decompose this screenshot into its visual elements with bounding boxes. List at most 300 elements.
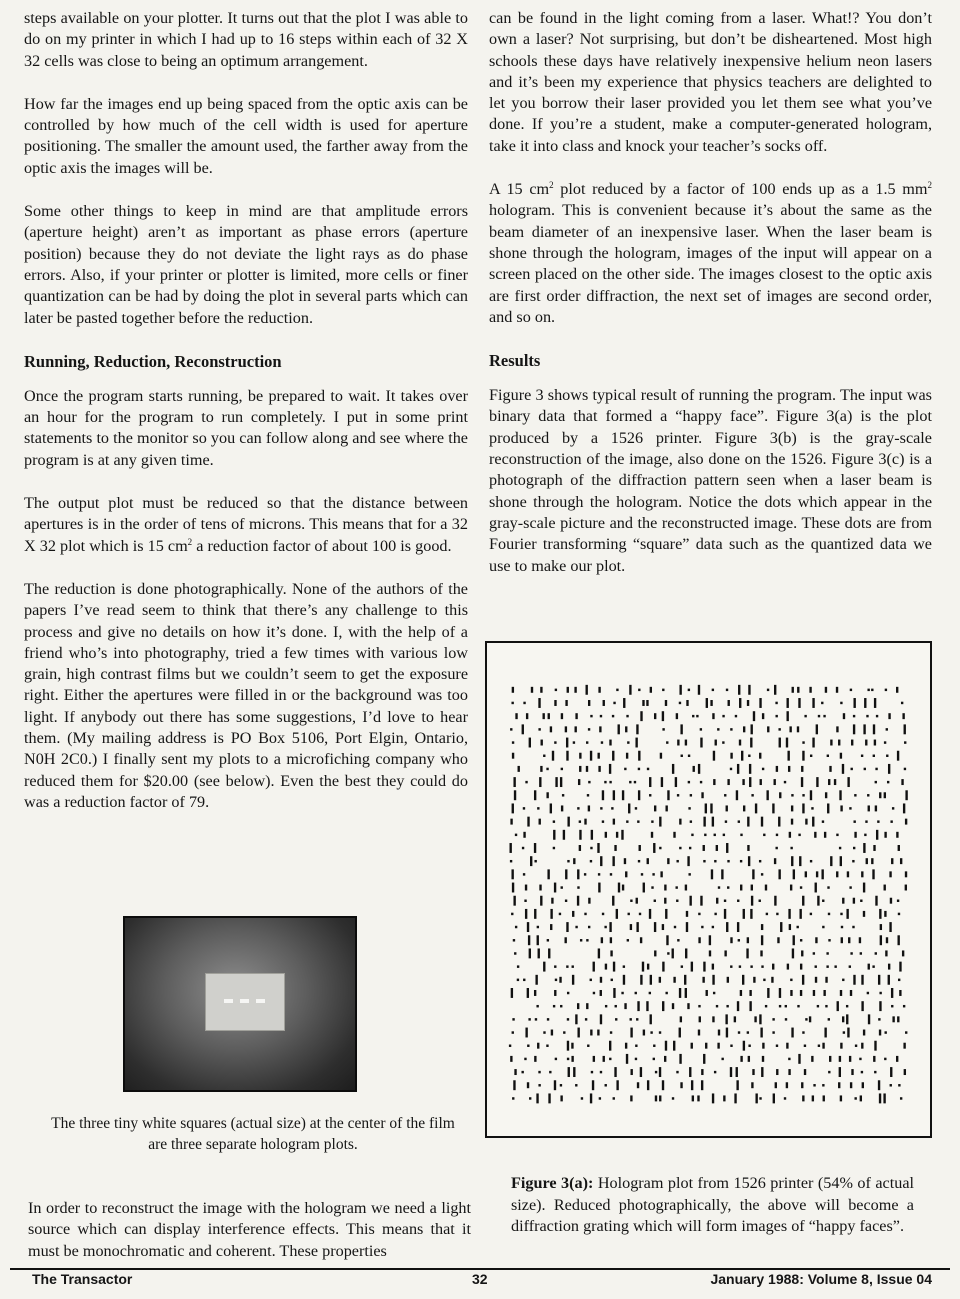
aperture-mark: [515, 834, 517, 836]
aperture-mark: [888, 975, 890, 985]
aperture-mark: [646, 700, 648, 706]
aperture-mark: [864, 698, 866, 708]
aperture-mark: [566, 738, 568, 748]
aperture-mark: [565, 937, 567, 943]
aperture-mark: [566, 965, 568, 967]
aperture-mark: [553, 830, 555, 840]
aperture-mark: [802, 975, 804, 985]
aperture-mark: [712, 817, 714, 827]
aperture-mark: [860, 952, 862, 954]
aperture-mark: [701, 792, 703, 798]
aperture-mark: [593, 992, 595, 994]
aperture-mark: [609, 764, 611, 774]
aperture-mark: [554, 883, 556, 893]
aperture-mark: [905, 1031, 907, 1033]
aperture-mark: [821, 702, 823, 704]
aperture-mark: [591, 1071, 593, 1073]
aperture-mark: [812, 698, 814, 708]
aperture-mark: [787, 751, 789, 761]
left-column: [24, 8, 468, 835]
aperture-mark: [793, 869, 795, 879]
aperture-mark: [840, 856, 842, 866]
aperture-mark: [703, 962, 705, 972]
aperture-mark: [587, 794, 589, 796]
aperture-mark: [524, 1058, 526, 1060]
aperture-mark: [540, 896, 542, 906]
left-paragraph-1: steps available on your plotter. It turns out that the plot I was able to do on my printer in which I had up to 16 steps within each of 32 X 32 cells was close to being an optimum arrangement.: [24, 9, 468, 70]
aperture-mark: [730, 753, 732, 759]
aperture-mark: [825, 1005, 827, 1007]
aperture-mark: [643, 883, 645, 893]
aperture-mark: [605, 1084, 607, 1086]
aperture-mark: [609, 922, 611, 932]
para2-part-c: hologram. This is convenient because it’s about the same as the beam diameter of an inexpensive laser. When the laser beam is shone through the hologram, images of the input will appear on a screen placed on the other side. The images closest to the optic axis are first order diffraction, the next set of images are second order, and so on.: [489, 201, 932, 326]
aperture-mark: [565, 700, 567, 706]
aperture-mark: [688, 781, 690, 783]
aperture-mark: [900, 858, 902, 864]
aperture-mark: [760, 779, 762, 785]
aperture-mark: [623, 698, 625, 708]
aperture-mark: [676, 713, 678, 719]
aperture-mark: [779, 1005, 781, 1007]
aperture-mark: [842, 979, 844, 981]
aperture-mark: [878, 1080, 880, 1090]
aperture-mark: [788, 1069, 790, 1075]
aperture-mark: [734, 1093, 736, 1103]
aperture-mark: [538, 728, 540, 730]
aperture-mark: [778, 728, 780, 730]
aperture-mark: [840, 753, 842, 759]
aperture-mark: [791, 856, 793, 866]
aperture-mark: [529, 1097, 531, 1099]
aperture-mark: [561, 886, 563, 888]
aperture-mark: [834, 779, 836, 785]
aperture-mark: [581, 1097, 583, 1099]
aperture-mark: [811, 1056, 813, 1062]
aperture-mark: [861, 975, 863, 985]
aperture-mark: [903, 803, 905, 813]
aperture-mark: [905, 871, 907, 877]
aperture-mark: [739, 740, 741, 746]
aperture-mark: [610, 937, 612, 943]
aperture-mark: [625, 1043, 627, 1049]
aperture-mark: [523, 702, 525, 704]
aperture-mark: [534, 1056, 536, 1062]
aperture-mark: [530, 856, 532, 866]
aperture-mark: [577, 1003, 579, 1009]
aperture-mark: [610, 873, 612, 875]
aperture-mark: [700, 896, 702, 906]
left-paragraph-5: [24, 493, 468, 557]
aperture-mark: [535, 1018, 537, 1020]
aperture-mark: [560, 1084, 562, 1086]
aperture-mark: [567, 1018, 569, 1020]
aperture-mark: [896, 832, 898, 838]
aperture-mark: [772, 964, 774, 970]
aperture-mark: [749, 1001, 751, 1011]
aperture-mark: [637, 820, 639, 822]
aperture-mark: [802, 1095, 804, 1101]
aperture-mark: [662, 962, 664, 972]
aperture-mark: [762, 713, 764, 719]
aperture-mark: [522, 847, 524, 849]
aperture-mark: [875, 768, 877, 770]
aperture-mark: [623, 965, 625, 967]
aperture-mark: [654, 950, 656, 956]
aperture-mark: [568, 1067, 570, 1077]
aperture-mark: [679, 819, 681, 825]
aperture-mark: [642, 962, 644, 972]
aperture-mark: [537, 1043, 539, 1049]
aperture-mark: [762, 768, 764, 770]
aperture-mark: [890, 1067, 892, 1077]
aperture-mark: [551, 898, 553, 904]
aperture-mark: [513, 939, 515, 941]
aperture-mark: [588, 700, 590, 706]
aperture-mark: [860, 1095, 862, 1101]
aperture-mark: [698, 685, 700, 695]
aperture-mark: [743, 805, 745, 811]
aperture-mark: [685, 740, 687, 746]
aperture-mark: [800, 964, 802, 970]
aperture-mark: [853, 847, 855, 849]
aperture-mark: [634, 781, 636, 783]
aperture-mark: [613, 962, 615, 972]
aperture-mark: [786, 1082, 788, 1088]
aperture-mark: [771, 977, 773, 983]
aperture-mark: [789, 924, 791, 930]
right-column: [489, 8, 932, 599]
aperture-mark: [876, 830, 878, 840]
aperture-mark: [673, 832, 675, 838]
aperture-mark: [879, 1030, 881, 1036]
aperture-mark: [600, 807, 602, 809]
aperture-mark: [759, 860, 761, 862]
aperture-mark: [598, 948, 600, 958]
aperture-mark: [597, 1030, 599, 1036]
aperture-mark: [790, 847, 792, 849]
aperture-mark: [761, 935, 763, 945]
aperture-mark: [802, 794, 804, 796]
aperture-mark: [842, 764, 844, 774]
aperture-mark: [827, 803, 829, 813]
aperture-mark: [610, 950, 612, 956]
aperture-mark: [788, 909, 790, 919]
aperture-mark: [511, 702, 513, 704]
aperture-mark: [680, 1082, 682, 1088]
aperture-mark: [810, 790, 812, 800]
aperture-mark: [888, 964, 890, 970]
aperture-mark: [829, 766, 831, 772]
aperture-mark: [747, 700, 749, 706]
aperture-mark: [724, 950, 726, 956]
aperture-mark: [525, 909, 527, 919]
aperture-mark: [786, 1043, 788, 1049]
aperture-mark: [829, 1056, 831, 1062]
aperture-mark: [600, 990, 602, 996]
aperture-mark: [718, 886, 720, 888]
right-paragraph-3: Figure 3 shows typical result of running the program. The input was binary data that formed a “happy face”. Figure 3(a) is the plot produced by a 1526 printer. Figure 3(b) is the gray-scale reconstruction of the image, also done on the 1526. Figure 3(c) is a photograph of the diffraction pattern seen when a laser beam is shone through the hologram. Notice the dots which appear in the gray-scale picture and the reconstructed image. These dots are from Fourier transforming “square” data such as the quantized data we use to make our plot.: [489, 386, 932, 575]
aperture-mark: [661, 777, 663, 787]
aperture-mark: [659, 847, 661, 849]
aperture-mark: [818, 715, 820, 717]
aperture-mark: [866, 858, 868, 864]
aperture-mark: [779, 792, 781, 798]
aperture-mark: [710, 700, 712, 706]
aperture-mark: [586, 939, 588, 941]
aperture-mark: [662, 924, 664, 930]
aperture-mark: [798, 1054, 800, 1064]
aperture-mark: [759, 1014, 761, 1024]
aperture-mark: [611, 807, 613, 809]
aperture-mark: [712, 713, 714, 719]
aperture-mark: [748, 856, 750, 866]
aperture-mark: [639, 845, 641, 851]
aperture-mark: [904, 1069, 906, 1075]
aperture-mark: [697, 1095, 699, 1101]
aperture-mark: [700, 738, 702, 748]
aperture-mark: [563, 830, 565, 840]
aperture-mark: [825, 977, 827, 983]
aperture-mark: [868, 1014, 870, 1024]
aperture-mark: [730, 1067, 732, 1077]
aperture-mark: [751, 1082, 753, 1088]
aperture-mark: [681, 755, 683, 757]
aperture-mark: [785, 1018, 787, 1020]
aperture-mark: [702, 977, 704, 983]
aperture-mark: [804, 715, 806, 717]
aperture-mark: [512, 741, 514, 743]
aperture-mark: [875, 952, 877, 954]
aperture-mark: [780, 922, 782, 932]
aperture-mark: [627, 741, 629, 743]
aperture-mark: [534, 843, 536, 853]
aperture-mark: [642, 700, 644, 706]
aperture-mark: [630, 924, 632, 930]
aperture-mark: [655, 1071, 657, 1073]
aperture-mark: [861, 755, 863, 757]
aperture-mark: [790, 979, 792, 981]
aperture-mark: [875, 781, 877, 783]
aperture-mark: [601, 937, 603, 943]
aperture-mark: [749, 777, 751, 787]
aperture-mark: [588, 728, 590, 730]
aperture-mark: [786, 738, 788, 748]
aperture-mark: [730, 965, 732, 967]
aperture-mark: [677, 939, 679, 941]
aperture-mark: [672, 764, 674, 774]
aperture-mark: [602, 913, 604, 915]
aperture-mark: [748, 1045, 750, 1047]
aperture-mark: [651, 832, 653, 838]
aperture-mark: [859, 937, 861, 943]
aperture-mark: [575, 1014, 577, 1024]
aperture-mark: [577, 886, 579, 888]
aperture-mark: [622, 790, 624, 800]
aperture-mark: [888, 764, 890, 774]
para5-part-b: a reduction factor of about 100 is good.: [192, 536, 452, 555]
aperture-mark: [598, 883, 600, 893]
aperture-mark: [871, 689, 873, 691]
aperture-mark: [659, 817, 661, 827]
aperture-mark: [553, 847, 555, 849]
footer-page-number: 32: [472, 1271, 488, 1287]
aperture-mark: [528, 935, 530, 945]
aperture-mark: [662, 728, 664, 730]
aperture-mark: [802, 803, 804, 813]
aperture-mark: [643, 1030, 645, 1036]
aperture-mark: [655, 1095, 657, 1101]
aperture-mark: [712, 1016, 714, 1022]
aperture-mark: [638, 790, 640, 800]
aperture-mark: [839, 1056, 841, 1062]
aperture-mark: [611, 979, 613, 981]
aperture-mark: [692, 1095, 694, 1101]
aperture-mark: [590, 979, 592, 981]
aperture-mark: [868, 964, 870, 970]
aperture-mark: [567, 860, 569, 862]
aperture-mark: [801, 766, 803, 772]
aperture-mark: [651, 820, 653, 822]
aperture-mark: [901, 702, 903, 704]
aperture-mark: [828, 779, 830, 785]
aperture-mark: [828, 939, 830, 941]
aperture-mark: [823, 715, 825, 717]
aperture-mark: [676, 860, 678, 862]
aperture-mark: [534, 860, 536, 862]
aperture-mark: [763, 834, 765, 836]
para2-part-b: plot reduced by a factor of 100 ends up as a 1.5 mm: [553, 180, 928, 199]
aperture-mark: [605, 832, 607, 838]
aperture-mark: [698, 1030, 700, 1036]
aperture-mark: [667, 790, 669, 800]
aperture-mark: [827, 886, 829, 888]
aperture-mark: [884, 885, 886, 891]
aperture-mark: [647, 858, 649, 864]
aperture-mark: [721, 869, 723, 879]
aperture-mark: [600, 715, 602, 717]
aperture-mark: [701, 1069, 703, 1075]
aperture-mark: [514, 952, 516, 954]
aperture-mark: [612, 896, 614, 906]
aperture-mark: [822, 820, 824, 822]
aperture-mark: [714, 1071, 716, 1073]
aperture-mark: [703, 845, 705, 851]
aperture-mark: [687, 856, 689, 866]
aperture-mark: [659, 977, 661, 983]
aperture-mark: [712, 1093, 714, 1103]
aperture-mark: [890, 820, 892, 822]
aperture-mark: [598, 766, 600, 772]
aperture-mark: [883, 1093, 885, 1103]
aperture-mark: [874, 1071, 876, 1073]
aperture-mark: [775, 702, 777, 704]
aperture-mark: [681, 965, 683, 967]
aperture-mark: [902, 950, 904, 956]
aperture-mark: [740, 885, 742, 891]
aperture-mark: [511, 913, 513, 915]
aperture-mark: [773, 1093, 775, 1103]
aperture-mark: [679, 702, 681, 704]
aperture-mark: [618, 724, 620, 734]
aperture-mark: [717, 1043, 719, 1049]
aperture-mark: [880, 935, 882, 945]
aperture-mark: [650, 975, 652, 985]
aperture-mark: [621, 992, 623, 994]
aperture-mark: [714, 834, 716, 836]
aperture-mark: [550, 803, 552, 813]
aperture-mark: [904, 741, 906, 743]
aperture-mark: [791, 805, 793, 811]
aperture-mark: [873, 845, 875, 851]
aperture-mark: [738, 820, 740, 822]
aperture-mark: [688, 755, 690, 757]
aperture-mark: [713, 992, 715, 994]
aperture-mark: [689, 896, 691, 906]
aperture-mark: [736, 790, 738, 800]
aperture-mark: [654, 900, 656, 902]
aperture-mark: [527, 1045, 529, 1047]
aperture-mark: [565, 726, 567, 732]
aperture-mark: [586, 685, 588, 695]
aperture-mark: [761, 817, 763, 827]
aperture-mark: [542, 713, 544, 719]
aperture-mark: [693, 766, 695, 772]
aperture-mark: [665, 700, 667, 706]
aperture-mark: [549, 1071, 551, 1073]
aperture-mark: [597, 843, 599, 853]
aperture-mark: [614, 1067, 616, 1077]
aperture-mark: [864, 768, 866, 770]
aperture-mark: [815, 937, 817, 943]
aperture-mark: [805, 871, 807, 877]
aperture-mark: [851, 740, 853, 746]
aperture-mark: [640, 937, 642, 943]
aperture-mark: [828, 1018, 830, 1020]
aperture-mark: [553, 1005, 555, 1007]
aperture-mark: [805, 819, 807, 825]
aperture-mark: [738, 685, 740, 695]
aperture-mark: [861, 1001, 863, 1011]
aperture-mark: [761, 965, 763, 967]
aperture-mark: [511, 988, 513, 998]
aperture-mark: [513, 777, 515, 787]
aperture-mark: [813, 952, 815, 954]
aperture-mark: [523, 807, 525, 809]
aperture-mark: [723, 834, 725, 836]
aperture-mark: [787, 964, 789, 970]
aperture-mark: [863, 1030, 865, 1036]
aperture-mark: [722, 715, 724, 717]
aperture-mark: [730, 1045, 732, 1047]
aperture-mark: [791, 794, 793, 796]
aperture-mark: [851, 768, 853, 770]
aperture-mark: [778, 869, 780, 879]
aperture-mark: [674, 926, 676, 928]
aperture-mark: [540, 766, 542, 772]
aperture-mark: [896, 1056, 898, 1062]
aperture-mark: [665, 992, 667, 994]
aperture-mark: [575, 726, 577, 732]
aperture-mark: [527, 922, 529, 932]
aperture-mark: [625, 726, 627, 732]
aperture-mark: [886, 728, 888, 730]
aperture-mark: [724, 909, 726, 919]
aperture-mark: [825, 687, 827, 693]
aperture-mark: [554, 990, 556, 996]
aperture-mark: [573, 1067, 575, 1077]
aperture-mark: [705, 803, 707, 813]
